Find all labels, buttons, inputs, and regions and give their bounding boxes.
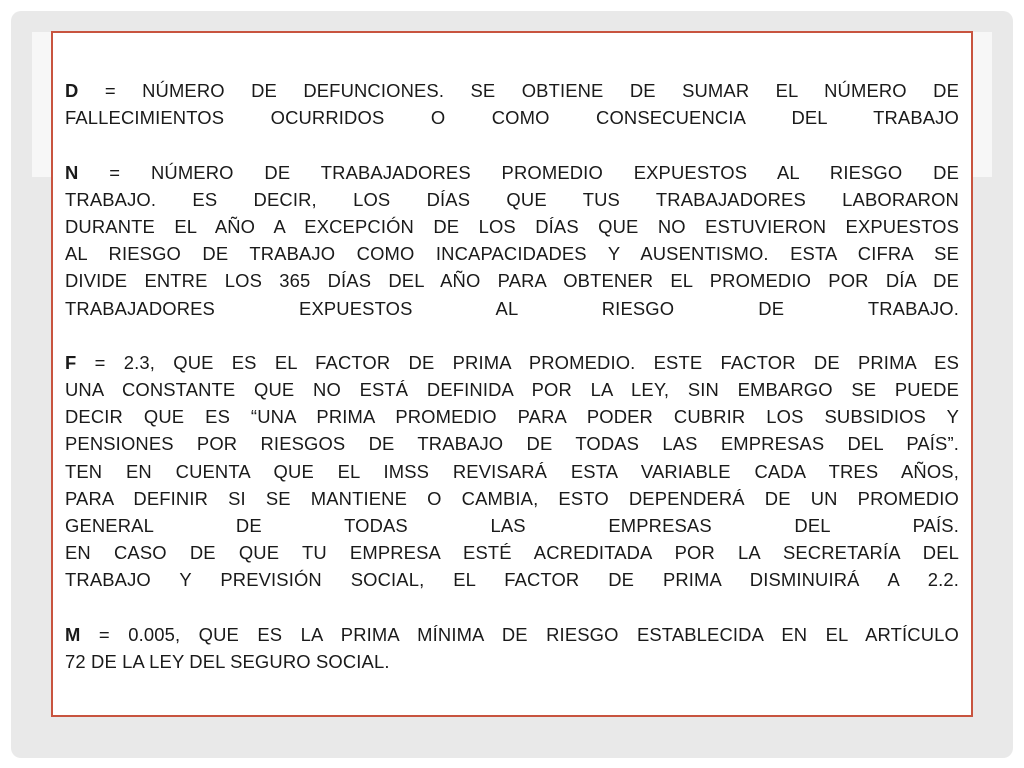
variable-m: M bbox=[65, 623, 81, 645]
variable-n: N bbox=[65, 161, 79, 183]
paragraph-n-line-1 bbox=[65, 159, 959, 186]
paragraph-n-text-1: = NÚMERO DE TRABAJADORES PROMEDIO EXPUESTOS AL RIESGO DE bbox=[78, 161, 959, 183]
paragraph-f-line-6: PARA DEFINIR SI SE MANTIENE O CAMBIA, ESTO DEPENDERÁ DE UN PROMEDIO bbox=[65, 487, 959, 509]
paragraph-n-line-2: TRABAJO. ES DECIR, LOS DÍAS QUE TUS TRABAJADORES LABORARON bbox=[65, 188, 959, 210]
paragraph-n-line-5: DIVIDE ENTRE LOS 365 DÍAS DEL AÑO PARA OBTENER EL PROMEDIO POR DÍA DE bbox=[65, 270, 959, 292]
paragraph-m-text-1: = 0.005, QUE ES LA PRIMA MÍNIMA DE RIESGO ESTABLECIDA EN EL ARTÍCULO bbox=[80, 623, 959, 645]
variable-d: D bbox=[65, 80, 79, 101]
paragraph-f-line-1 bbox=[65, 349, 959, 376]
paragraph-f-line-2: UNA CONSTANTE QUE NO ESTÁ DEFINIDA POR LA LEY, SIN EMBARGO SE PUEDE bbox=[65, 379, 959, 401]
paragraph-d-text-1: = NÚMERO DE DEFUNCIONES. SE OBTIENE DE SUMAR EL NÚMERO DE bbox=[78, 80, 959, 101]
paragraph-n-line-3: DURANTE EL AÑO A EXCEPCIÓN DE LOS DÍAS QUE NO ESTUVIERON EXPUESTOS bbox=[65, 215, 959, 237]
paragraph-d-line-2: FALLECIMIENTOS OCURRIDOS O COMO CONSECUENCIA DEL TRABAJO bbox=[65, 107, 959, 129]
definitions-content bbox=[65, 77, 959, 675]
paragraph-d-line-1 bbox=[65, 77, 959, 104]
paragraph-m-line-1 bbox=[65, 621, 959, 648]
paragraph-f-line-9: TRABAJO Y PREVISIÓN SOCIAL, EL FACTOR DE PRIMA DISMINUIRÁ A 2.2. bbox=[65, 569, 959, 591]
paragraph-f-text-1: = 2.3, QUE ES EL FACTOR DE PRIMA PROMEDIO. ESTE FACTOR DE PRIMA ES bbox=[76, 351, 959, 373]
paragraph-n-line-6: TRABAJADORES EXPUESTOS AL RIESGO DE TRABAJO. bbox=[65, 297, 959, 319]
paragraph-m-line-2: 72 DE LA LEY DEL SEGURO SOCIAL. bbox=[65, 650, 390, 672]
definitions-text-box bbox=[51, 31, 973, 717]
paragraph-f-line-8: EN CASO DE QUE TU EMPRESA ESTÉ ACREDITADA POR LA SECRETARÍA DEL bbox=[65, 542, 959, 564]
paragraph-f-line-3: DECIR QUE ES “UNA PRIMA PROMEDIO PARA PODER CUBRIR LOS SUBSIDIOS Y bbox=[65, 406, 959, 428]
paragraph-n-line-4: AL RIESGO DE TRABAJO COMO INCAPACIDADES Y AUSENTISMO. ESTA CIFRA SE bbox=[65, 243, 959, 265]
paragraph-f-line-4: PENSIONES POR RIESGOS DE TRABAJO DE TODAS LAS EMPRESAS DEL PAÍS”. bbox=[65, 433, 959, 455]
paragraph-f-line-7: GENERAL DE TODAS LAS EMPRESAS DEL PAÍS. bbox=[65, 515, 959, 536]
paragraph-f-line-5: TEN EN CUENTA QUE EL IMSS REVISARÁ ESTA VARIABLE CADA TRES AÑOS, bbox=[65, 460, 959, 482]
variable-f: F bbox=[65, 351, 77, 373]
